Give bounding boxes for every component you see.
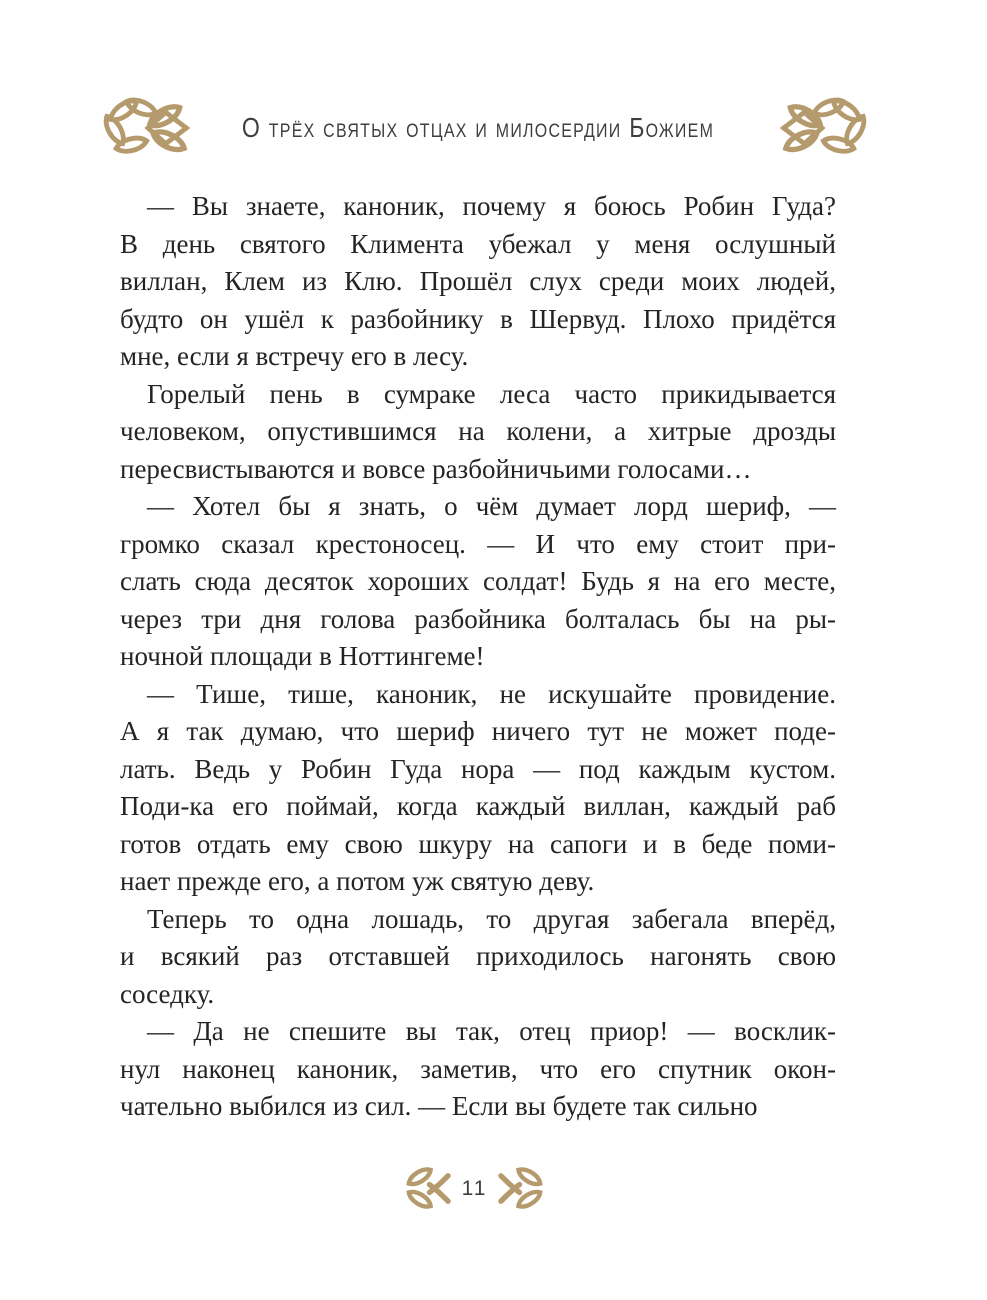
chapter-header — [0, 0, 987, 170]
celtic-knot-left-icon — [102, 97, 200, 159]
paragraph — [120, 1013, 836, 1126]
leaf-flourish-left-icon — [406, 1166, 451, 1211]
text-line: и всякий раз отставшей приходилось нагонять свою — [120, 941, 836, 971]
text-line: человеком, опустившимся на колени, а хитрые дрозды — [120, 416, 836, 446]
text-block — [120, 188, 836, 1126]
text-line: Поди-ка его поймай, когда каждый виллан, каждый раб — [120, 791, 836, 821]
text-line: через три дня голова разбойника болталась бы на ры- — [120, 603, 836, 634]
text-line: слать сюда десяток хороших солдат! Будь я на его месте, — [120, 566, 836, 596]
text-line: А я так думаю, что шериф ничего тут не может поде- — [120, 716, 836, 746]
paragraph — [120, 188, 836, 376]
text-line: лать. Ведь у Робин Гуда нора — под каждым кустом. — [120, 753, 836, 784]
page-number: 11 — [461, 1176, 488, 1200]
paragraph — [120, 676, 836, 901]
text-line: нает прежде его, а потом уж святую деву. — [120, 866, 595, 896]
page-footer — [0, 1166, 968, 1211]
text-line: соседку. — [120, 978, 215, 1009]
text-line: В день святого Климента убежал у меня ослушный — [120, 228, 836, 259]
text-line: нул наконец каноник, заметив, что его спутник окон- — [120, 1053, 836, 1084]
text-line: — Да не спешите вы так, отец приор! — восклик- — [147, 1016, 836, 1046]
chapter-title: О трёх святых отцах и милосердии Божием — [241, 112, 715, 143]
text-line: будто он ушёл к разбойнику в Шервуд. Плохо придётся — [120, 303, 836, 334]
text-line: — Тише, тише, каноник, не искушайте провидение. — [147, 678, 836, 709]
text-line: пересвистываются и вовсе разбойничьими голосами… — [120, 453, 752, 484]
paragraph — [120, 376, 836, 489]
text-line: мне, если я встречу его в лесу. — [120, 341, 469, 371]
paragraph — [120, 901, 836, 1014]
paragraph — [120, 488, 836, 676]
celtic-knot-right-icon — [770, 97, 868, 159]
text-line: — Хотел бы я знать, о чём думает лорд шериф, — — [147, 491, 836, 521]
text-line: Теперь то одна лошадь, то другая забегала вперёд, — [147, 903, 836, 934]
text-line: готов отдать ему свою шкуру на сапоги и в беде поми- — [120, 828, 836, 859]
text-line: Горелый пень в сумраке леса часто прикидывается — [147, 378, 836, 409]
text-line: ночной площади в Ноттингеме! — [120, 641, 485, 671]
text-line: чательно выбился из сил. — Если вы будете так сильно — [120, 1091, 758, 1121]
text-line: громко сказал крестоносец. — И что ему стоит при- — [120, 528, 836, 559]
text-line: — Вы знаете, каноник, почему я боюсь Робин Гуда? — [147, 191, 836, 221]
text-line: виллан, Клем из Клю. Прошёл слух среди моих людей, — [120, 266, 836, 296]
leaf-flourish-right-icon — [498, 1166, 543, 1211]
